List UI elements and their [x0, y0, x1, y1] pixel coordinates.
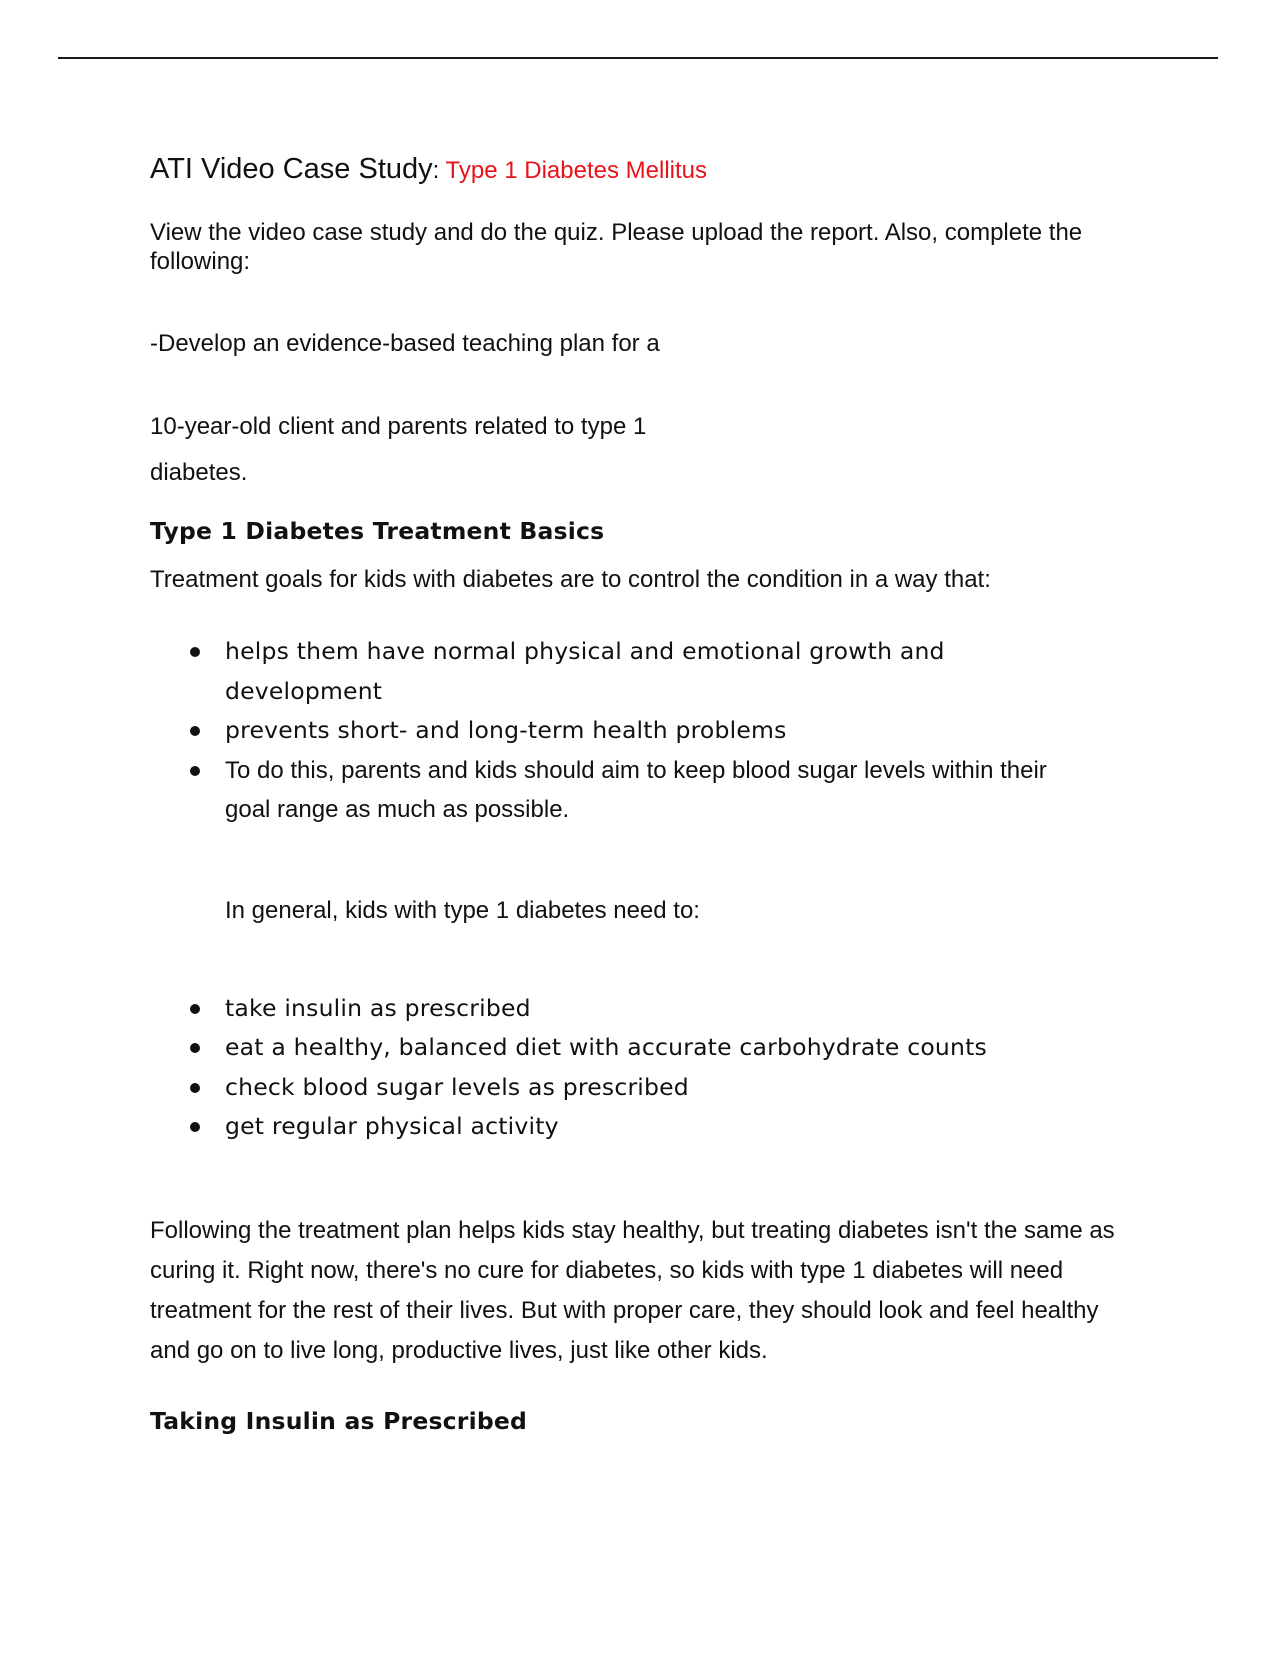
list-item: [150, 1028, 1130, 1068]
closing-paragraph: Following the treatment plan helps kids stay healthy, but treating diabetes isn't the same as curing it. Right now, there's no cure for diabetes, so kids with type 1 diabetes will need treatment for the rest of their lives. But with proper care, they should look and feel healthy and go on to live long, productive lives, just like other kids.: [150, 1216, 1115, 1364]
intro-paragraph: View the video case study and do the quiz. Please upload the report. Also, complete the following:: [150, 219, 1083, 275]
title-separator: :: [432, 157, 446, 184]
top-rule: [58, 57, 1218, 59]
task-line-2: 10-year-old client and parents related to type 1: [150, 413, 647, 440]
bullet-icon: [190, 1004, 200, 1014]
list-item: [150, 1107, 1130, 1147]
needs-lead: In general, kids with type 1 diabetes need to:: [225, 896, 700, 924]
bullet-icon: [190, 1122, 200, 1132]
treatment-goals-lead: Treatment goals for kids with diabetes are to control the condition in a way that:: [150, 566, 991, 593]
list-item: [150, 989, 1130, 1029]
treatment-goals-list: [150, 632, 1130, 830]
bullet-icon: [190, 766, 200, 776]
title-main: ATI Video Case Study: [150, 153, 433, 185]
goal-text: helps them have normal physical and emotional growth and development: [225, 637, 945, 705]
title-highlight: Type 1 Diabetes Mellitus: [445, 157, 708, 184]
list-item: [150, 711, 1130, 751]
task-line-3: diabetes.: [150, 459, 248, 486]
list-item: [150, 632, 1065, 711]
task-line-1: -Develop an evidence-based teaching plan for a: [150, 330, 660, 357]
section-heading-treatment-basics: Type 1 Diabetes Treatment Basics: [150, 517, 605, 545]
goal-text: To do this, parents and kids should aim to keep blood sugar levels within their goal range as much as possible.: [225, 756, 1047, 823]
need-text: eat a healthy, balanced diet with accurate carbohydrate counts: [225, 1033, 987, 1061]
bullet-icon: [190, 726, 200, 736]
need-text: take insulin as prescribed: [225, 993, 531, 1022]
document-title: [150, 148, 1130, 192]
section-heading-taking-insulin: Taking Insulin as Prescribed: [150, 1406, 528, 1435]
list-item: [150, 751, 1065, 830]
bullet-icon: [190, 1043, 200, 1053]
bullet-icon: [190, 1083, 200, 1093]
list-item: [150, 1068, 1130, 1108]
need-text: check blood sugar levels as prescribed: [225, 1072, 689, 1101]
document-page: [150, 148, 1130, 1437]
bullet-icon: [190, 647, 200, 657]
goal-text: prevents short- and long-term health problems: [225, 716, 787, 744]
needs-list: [150, 989, 1130, 1147]
need-text: get regular physical activity: [225, 1112, 559, 1140]
